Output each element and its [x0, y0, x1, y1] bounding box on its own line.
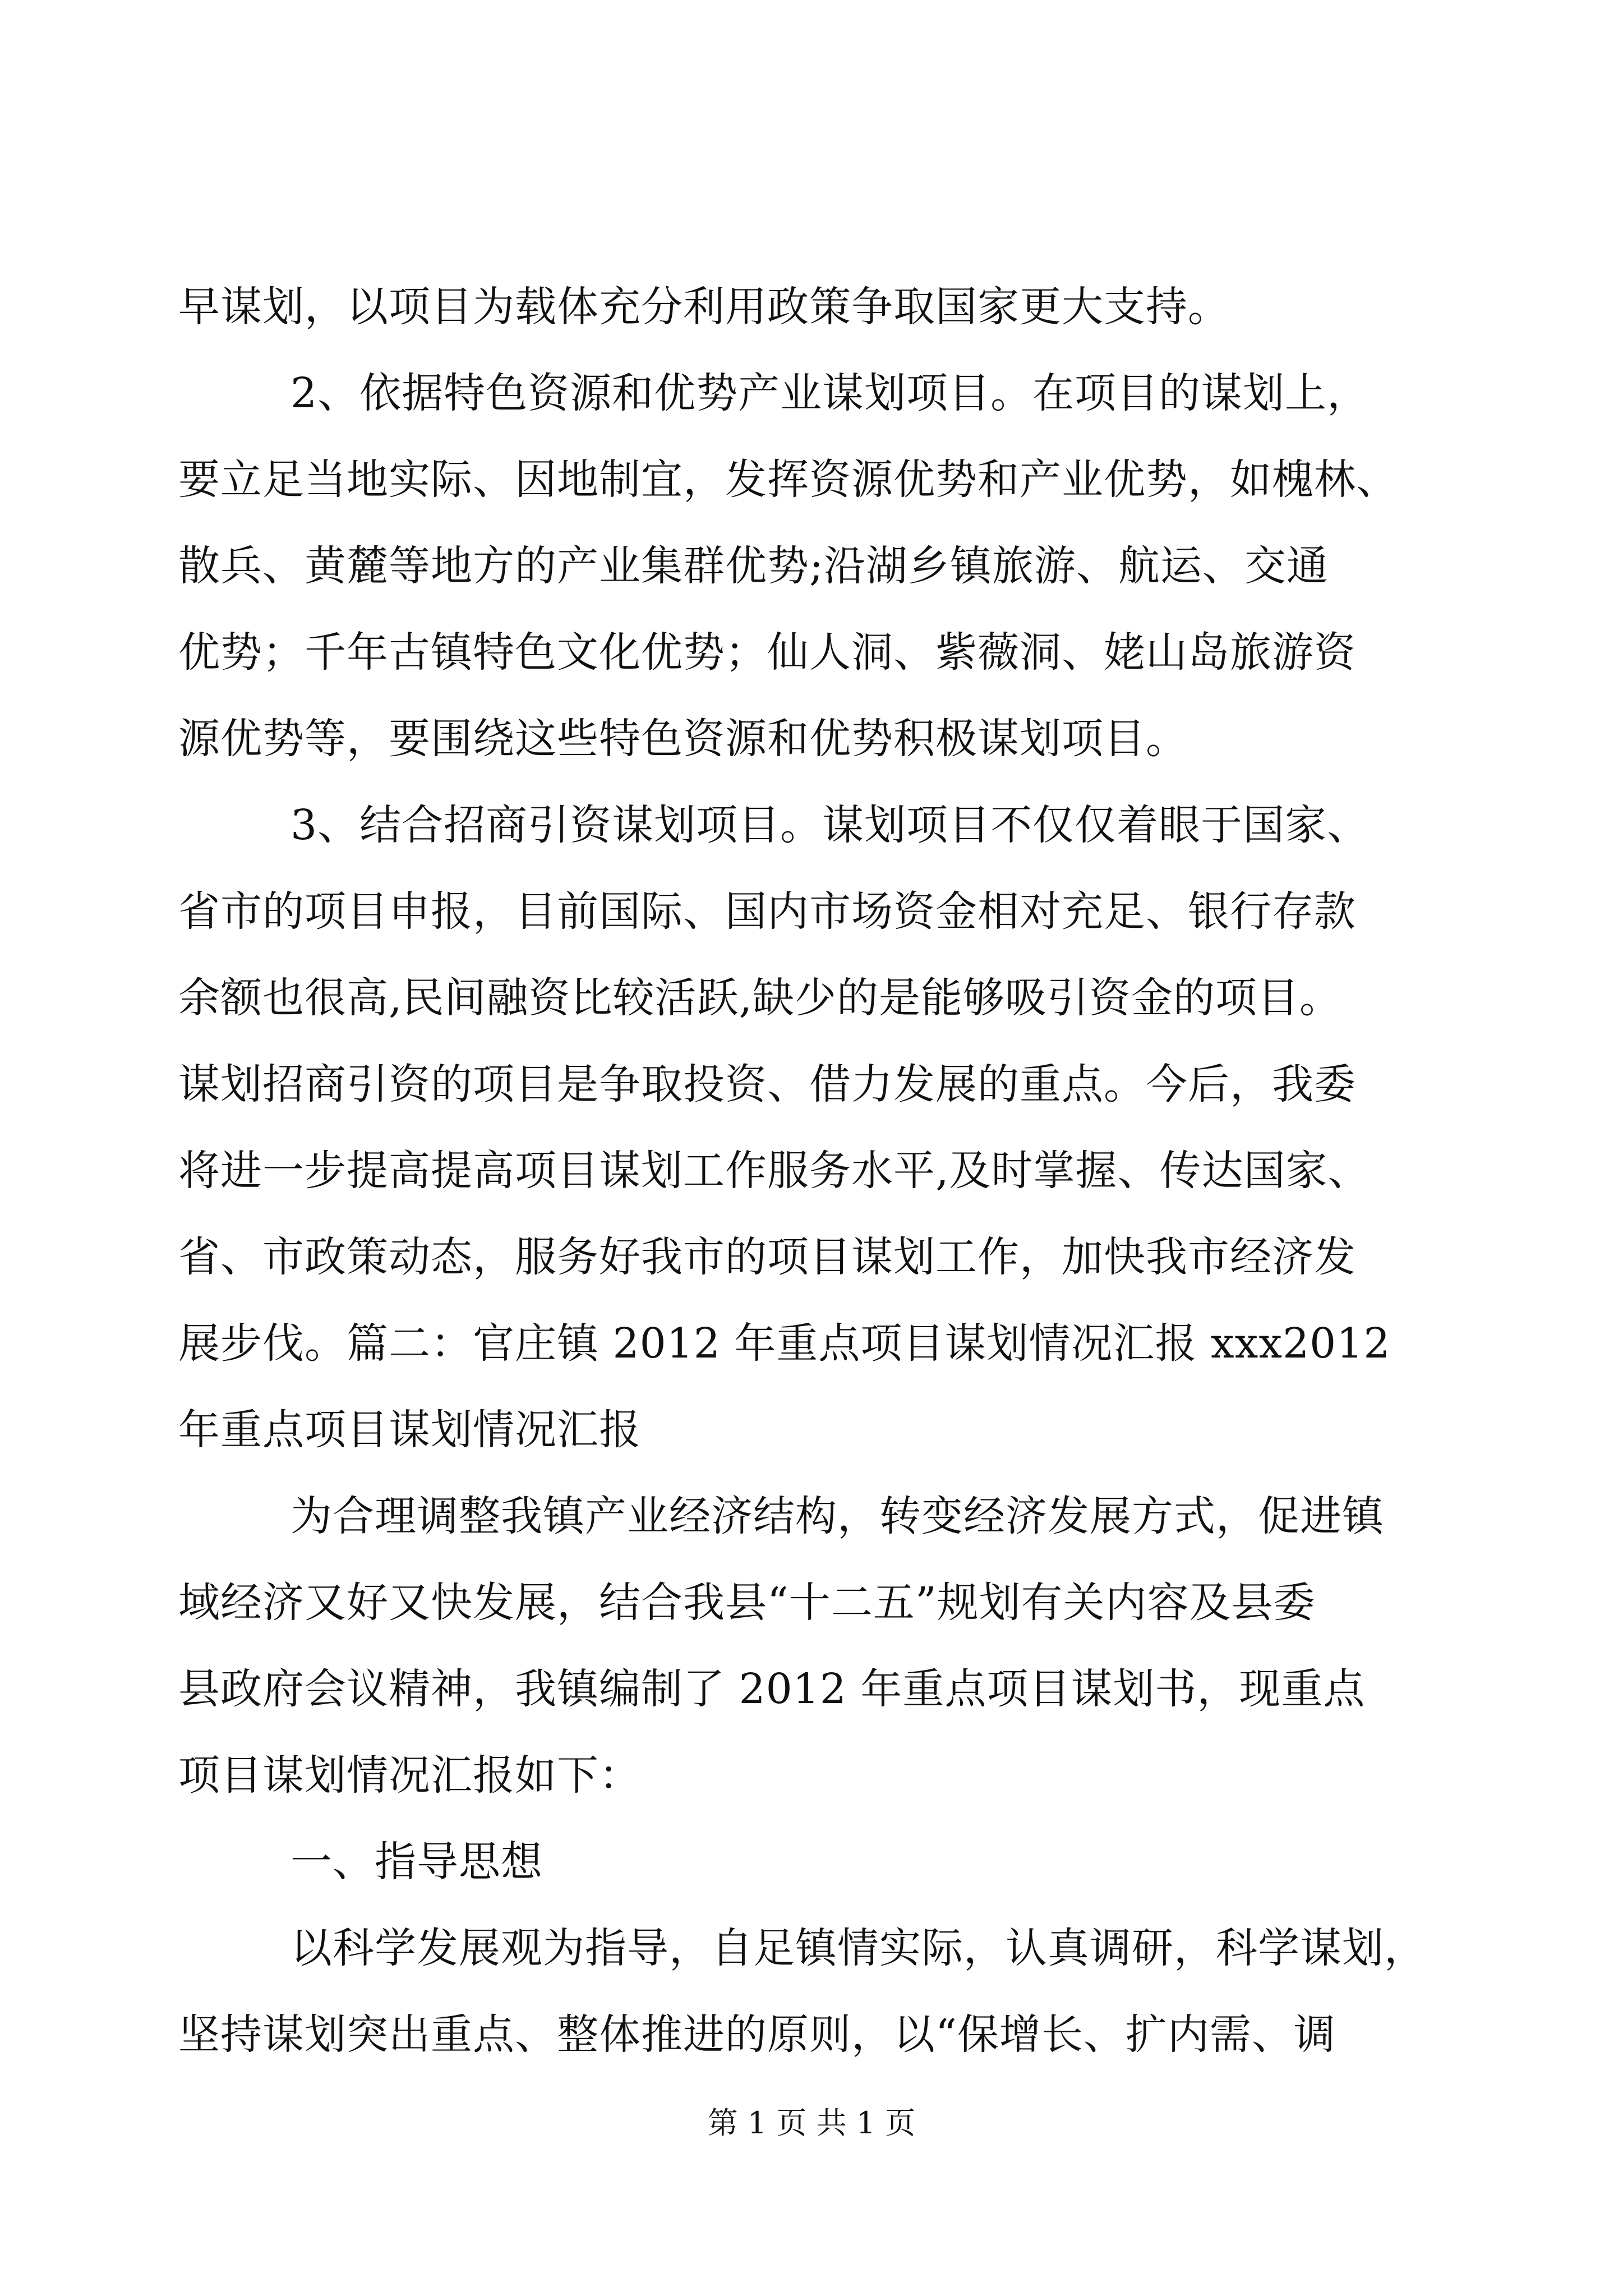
- text-line: 展步伐。篇二：官庄镇 2012 年重点项目谋划情况汇报 xxx2012: [178, 1319, 1391, 1368]
- text-line: 县政府会议精神，我镇编制了 2012 年重点项目谋划书，现重点: [178, 1665, 1366, 1713]
- text-line: 要立足当地实际、因地制宜，发挥资源优势和产业优势，如槐林、: [178, 455, 1398, 504]
- text-line: 余额也很高,民间融资比较活跃,缺少的是能够吸引资金的项目。: [178, 974, 1342, 1022]
- text-line: 3、结合招商引资谋划项目。谋划项目不仅仅着眼于国家、: [291, 801, 1370, 849]
- text-line: 源优势等，要围绕这些特色资源和优势积极谋划项目。: [178, 715, 1188, 763]
- text-line: 为合理调整我镇产业经济结构，转变经济发展方式，促进镇: [291, 1492, 1384, 1540]
- text-line: 年重点项目谋划情况汇报: [178, 1406, 641, 1454]
- text-line: 坚持谋划突出重点、整体推进的原则，以“保增长、扩内需、调: [178, 2010, 1336, 2059]
- section-heading: 一、指导思想: [291, 1838, 543, 1886]
- text-line: 2、依据特色资源和优势产业谋划项目。在项目的谋划上，: [291, 369, 1370, 417]
- text-line: 散兵、黄麓等地方的产业集群优势;沿湖乡镇旅游、航运、交通: [178, 542, 1329, 590]
- page-footer: 第 1 页 共 1 页: [707, 2105, 916, 2141]
- text-line: 项目谋划情况汇报如下：: [178, 1751, 641, 1800]
- text-line: 域经济又好又快发展，结合我县“十二五”规划有关内容及县委: [178, 1579, 1316, 1627]
- document-body: [178, 264, 1426, 2078]
- text-line: 省市的项目申报，目前国际、国内市场资金相对充足、银行存款: [178, 887, 1356, 936]
- text-line: 早谋划，以项目为载体充分利用政策争取国家更大支持。: [178, 283, 1230, 331]
- text-line: 优势；千年古镇特色文化优势；仙人洞、紫薇洞、姥山岛旅游资: [178, 628, 1356, 677]
- text-line: 将进一步提高提高项目谋划工作服务水平,及时掌握、传达国家、: [178, 1147, 1370, 1195]
- text-line: 以科学发展观为指导，自足镇情实际，认真调研，科学谋划，: [291, 1924, 1426, 1972]
- text-line: 谋划招商引资的项目是争取投资、借力发展的重点。今后，我委: [178, 1060, 1356, 1108]
- text-line: 省、市政策动态，服务好我市的项目谋划工作，加快我市经济发: [178, 1233, 1356, 1281]
